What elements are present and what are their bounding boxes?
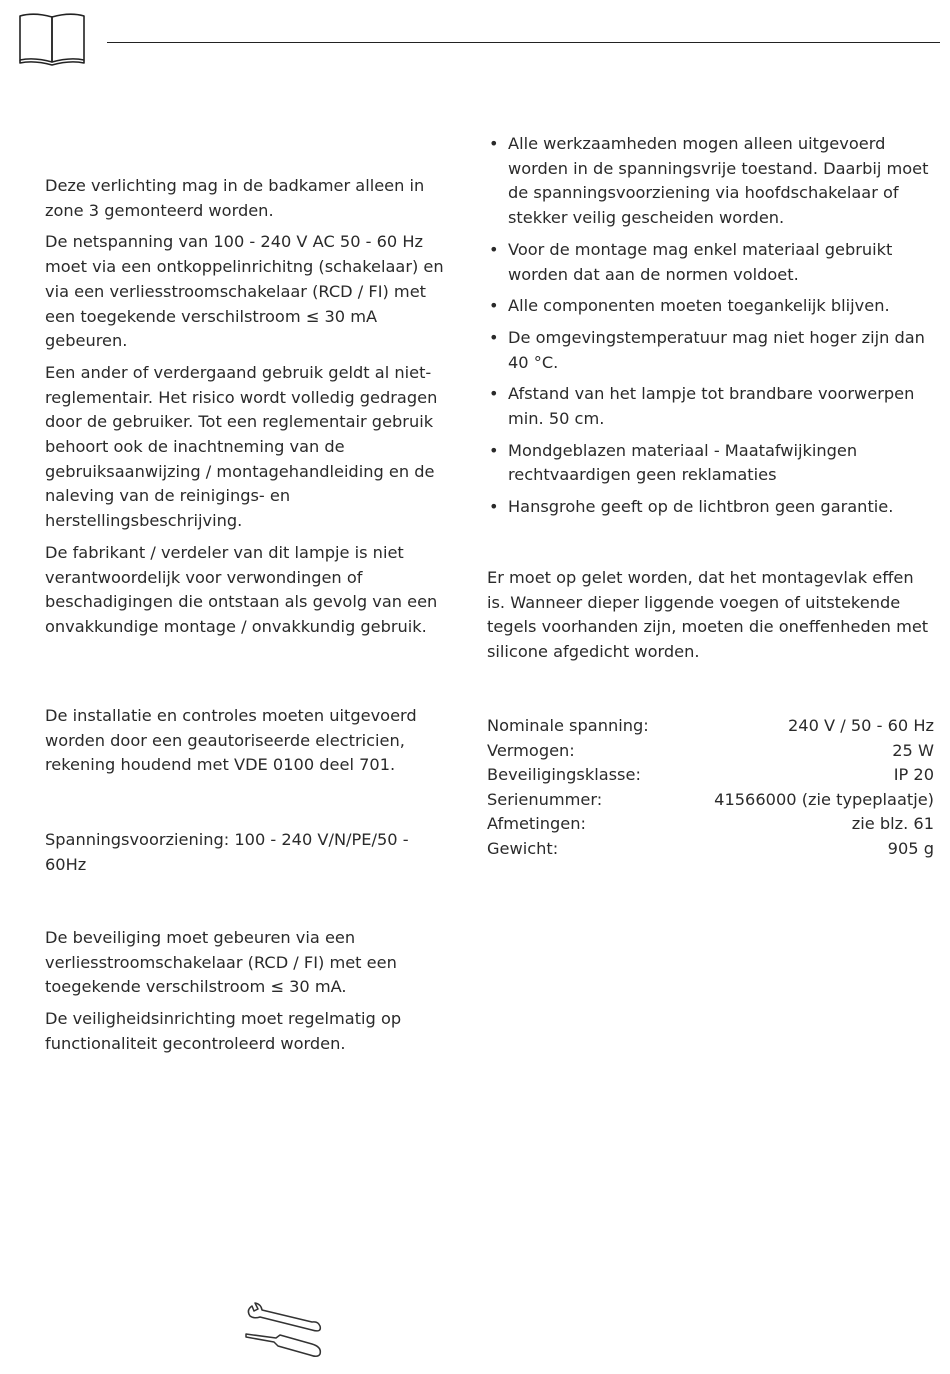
installation-paragraph: De installatie en controles moeten uitgevoerd worden door een geautoriseerde electricien, rekening houdend met VDE 0100 deel 701. [45,706,417,775]
protection-paragraph: De veiligheidsinrichting moet regelmatig op functionaliteit gecontroleerd worden. [45,1009,402,1053]
list-item: • Hansgrohe geeft op de lichtbron geen garantie. [487,495,934,520]
list-item: • Voor de montage mag enkel materiaal gebruikt worden dat aan de normen voldoet. [487,238,934,287]
list-item: • Alle werkzaamheden mogen alleen uitgevoerd worden in de spanningsvrije toestand. Daarbij moet de spanningsvoorziening via hoofdschakelaar of stekker veilig gescheiden worden. [487,132,934,231]
spec-row [487,788,934,813]
spec-label: Nominale spanning: [487,716,649,735]
spec-value: zie blz. 61 [851,814,934,834]
spec-value: 41566000 (zie typeplaatje) [714,789,934,809]
protection-paragraph: De beveiliging moet gebeuren via een verliesstroomschakelaar (RCD / FI) met een toegekende verschilstroom ≤ 30 mA. [45,928,397,997]
spec-row [487,739,934,764]
spec-value: IP 20 [893,765,934,785]
spec-label: Vermogen: [487,740,575,760]
usage-paragraph: Deze verlichting mag in de badkamer alleen in zone 3 gemonteerd worden. [45,176,425,220]
safety-list-section [487,132,934,527]
list-item: • Alle componenten moeten toegankelijk blijven. [487,294,934,319]
spec-row [487,812,934,837]
spec-row [487,714,934,739]
spec-row [487,837,934,862]
usage-paragraph: De netspanning van 100 - 240 V AC 50 - 60 Hz moet via een ontkoppelinrichitng (schakelaar) en via een verliesstroomschakelaar (RCD / FI) met een toegekende verschilstroom ≤ 30 mA gebeuren. [45,232,444,351]
usage-paragraph: Een ander of verdergaand gebruik geldt al niet-reglementair. Het risico wordt volledig gedragen door de gebruiker. Tot een reglementair gebruik behoort ook de inachtneming van de gebruiksaanwijzing / montagehandleiding en de naleving van de reinigings- en herstellingsbeschrijving. [45,362,438,531]
list-item: • Afstand van het lampje tot brandbare voorwerpen min. 50 cm. [487,382,934,431]
list-item: • Mondgeblazen materiaal - Maatafwijkingen rechtvaardigen geen reklamaties [487,439,934,488]
spec-value: 25 W [892,740,934,760]
spec-label: Gewicht: [487,838,559,858]
installation-section [45,704,445,785]
usage-section [45,174,445,647]
spec-value: 240 V / 50 - 60 Hz [787,716,934,735]
mounting-paragraph: Er moet op gelet worden, dat het montagevlak effen is. Wanneer dieper liggende voegen of uitstekende tegels voorhanden zijn, moeten die oneffenheden met silicone afgedicht worden. [487,568,929,662]
protection-section [45,926,445,1064]
usage-paragraph: De fabrikant / verdeler van dit lampje is niet verantwoordelijk voor verwondingen of beschadigingen die ontstaan als gevolg van een onvakkundige montage / onvakkundig gebruik. [45,542,438,636]
spec-row [487,763,934,788]
safety-bullet-list [487,132,934,520]
technical-specs [487,714,934,862]
spec-label: Serienummer: [487,789,603,809]
spec-label: Beveiligingsklasse: [487,765,641,785]
mounting-section [487,566,934,672]
list-item: • De omgevingstemperatuur mag niet hoger zijn dan 40 °C. [487,326,934,375]
wrench-screwdriver-icon [242,1300,326,1358]
power-supply-section [45,828,445,884]
header-divider [107,42,940,43]
power-supply-paragraph: Spanningsvoorziening: 100 - 240 V/N/PE/50 - 60Hz [45,830,409,874]
spec-value: 905 g [887,838,934,858]
open-book-icon [18,10,88,68]
spec-label: Afmetingen: [487,814,586,834]
